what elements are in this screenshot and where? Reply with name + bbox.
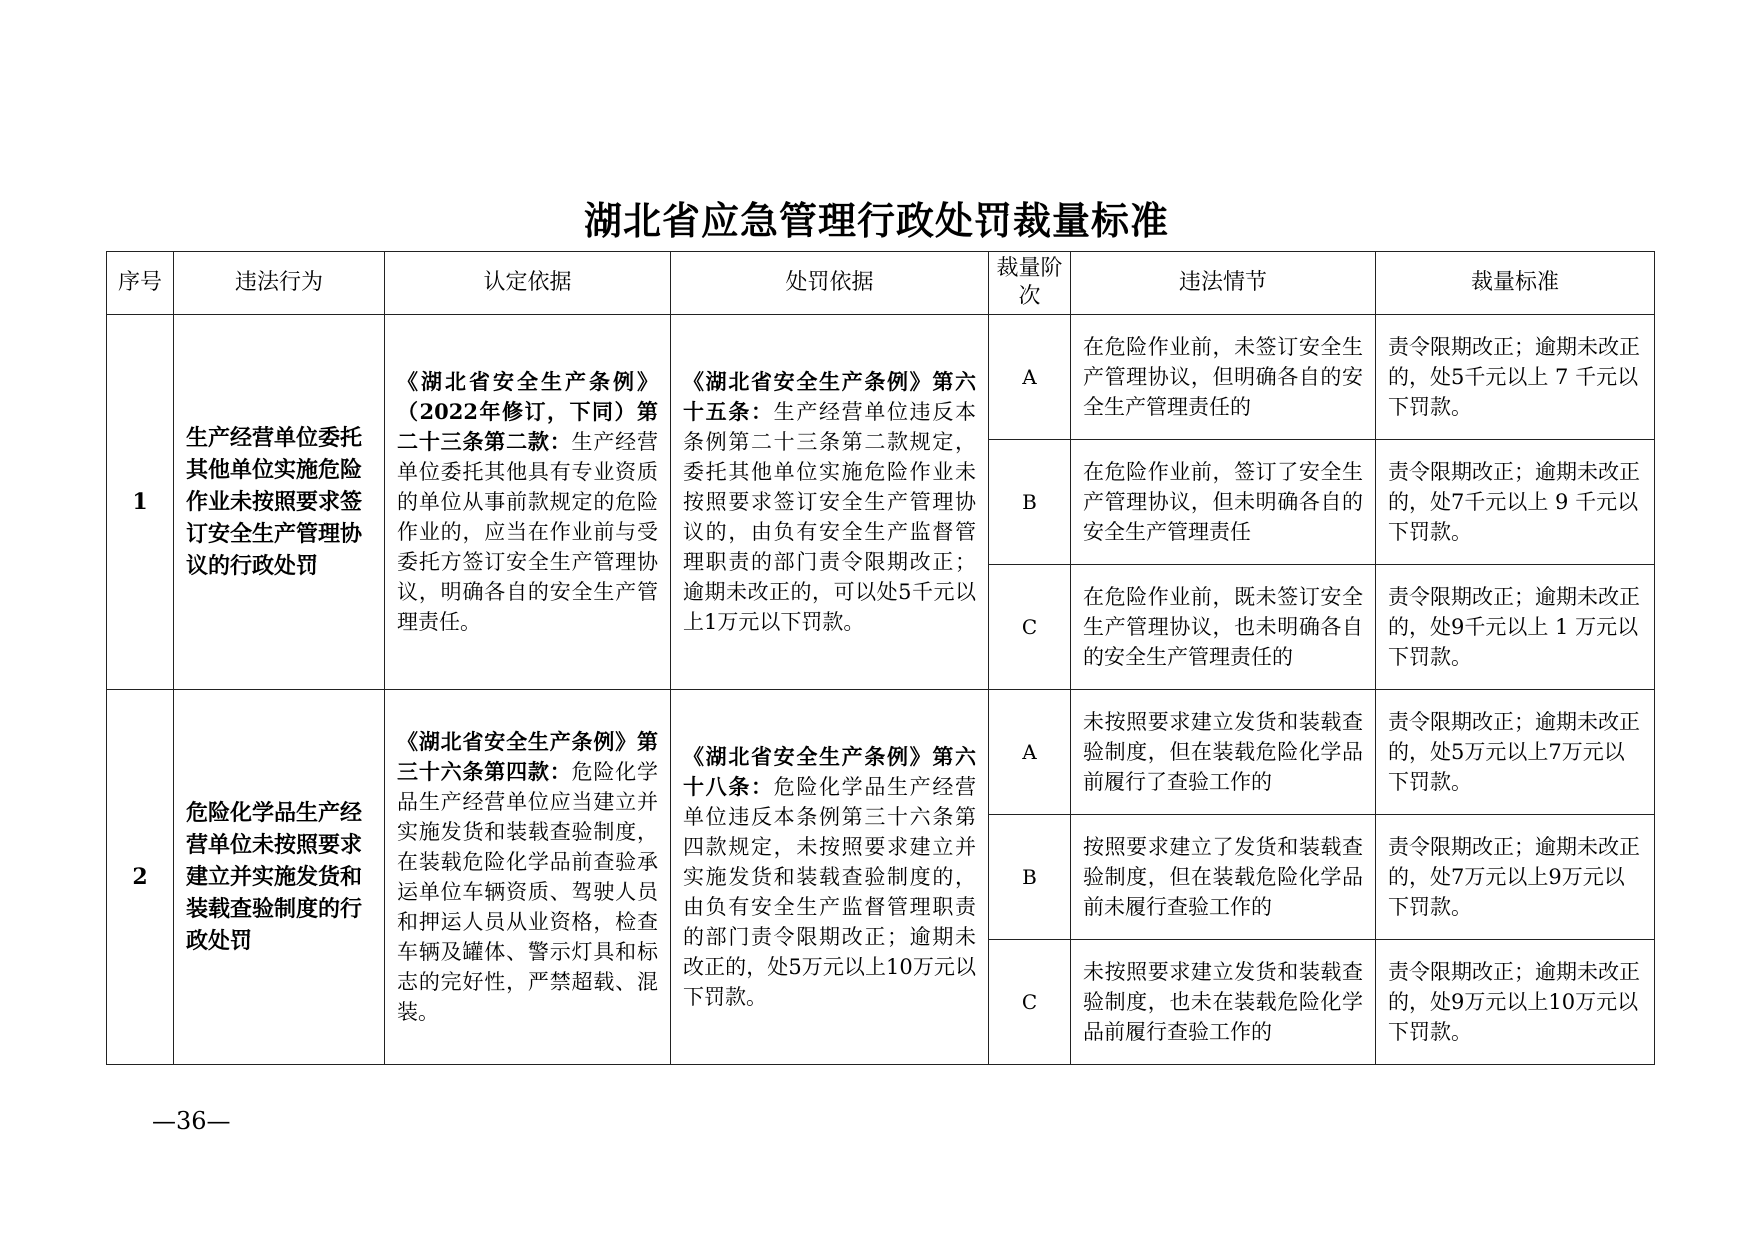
level-cell: B: [989, 440, 1071, 565]
table-row: [107, 315, 1655, 440]
standard-cell: 责令限期改正；逾期未改正的，处9千元以上 1 万元以下罚款。: [1376, 565, 1655, 690]
plot-cell: 未按照要求建立发货和装载查验制度，但在装载危险化学品前履行了查验工作的: [1071, 690, 1376, 815]
level-cell: C: [989, 565, 1071, 690]
penalty-text: 危险化学品生产经营单位违反本条例第三十六条第四款规定，未按照要求建立并实施发货和装载查验制度的，由负有安全生产监督管理职责的部门责令限期改正；逾期未改正的，处5万元以上10万元以下罚款。: [683, 775, 977, 1009]
basis-bold: 《湖北省安全生产条例》第三十六条第四款：: [397, 729, 658, 784]
basis-text: 生产经营单位委托其他具有专业资质的单位从事前款规定的危险作业的，应当在作业前与受委托方签订安全生产管理协议，明确各自的安全生产管理责任。: [397, 430, 659, 634]
plot-cell: 在危险作业前，未签订安全生产管理协议，但明确各自的安全生产管理责任的: [1071, 315, 1376, 440]
penalty-text: 生产经营单位违反本条例第二十三条第二款规定，委托其他单位实施危险作业未按照要求签订安全生产管理协议的，由负有安全生产监督管理职责的部门责令限期改正；逾期未改正的，可以处5千元以上1万元以下罚款。: [683, 400, 977, 634]
penalty-bold: 《湖北省安全生产条例》第六十八条：: [683, 744, 976, 799]
row-act: 危险化学品生产经营单位未按照要求建立并实施发货和装载查验制度的行政处罚: [174, 690, 385, 1065]
standard-cell: 责令限期改正；逾期未改正的，处5千元以上 7 千元以下罚款。: [1376, 315, 1655, 440]
penalty-standard-table: [106, 251, 1655, 1065]
plot-cell: 按照要求建立了发货和装载查验制度，但在装载危险化学品前未履行查验工作的: [1071, 815, 1376, 940]
row-basis: [385, 315, 671, 690]
penalty-bold: 《湖北省安全生产条例》第六十五条：: [683, 369, 976, 424]
row-penalty: [671, 315, 989, 690]
plot-cell: 在危险作业前，签订了安全生产管理协议，但未明确各自的安全生产管理责任: [1071, 440, 1376, 565]
level-cell: A: [989, 315, 1071, 440]
plot-cell: 未按照要求建立发货和装载查验制度，也未在装载危险化学品前履行查验工作的: [1071, 940, 1376, 1065]
page-title: 湖北省应急管理行政处罚裁量标准: [583, 198, 1169, 243]
level-cell: B: [989, 815, 1071, 940]
level-cell: A: [989, 690, 1071, 815]
row-penalty: [671, 690, 989, 1065]
row-seq: 1: [107, 315, 174, 690]
level-cell: C: [989, 940, 1071, 1065]
standard-cell: 责令限期改正；逾期未改正的，处7千元以上 9 千元以下罚款。: [1376, 440, 1655, 565]
row-basis: [385, 690, 671, 1065]
row-seq: 2: [107, 690, 174, 1065]
row-act: 生产经营单位委托其他单位实施危险作业未按照要求签订安全生产管理协议的行政处罚: [174, 315, 385, 690]
header-standard: 裁量标准: [1376, 252, 1655, 315]
header-penalty: 处罚依据: [671, 252, 989, 315]
table-header-row: [107, 252, 1655, 315]
header-plot: 违法情节: [1071, 252, 1376, 315]
plot-cell: 在危险作业前，既未签订安全生产管理协议，也未明确各自的安全生产管理责任的: [1071, 565, 1376, 690]
table-row: [107, 690, 1655, 815]
page-number: —36—: [152, 1107, 231, 1135]
basis-text: 危险化学品生产经营单位应当建立并实施发货和装载查验制度，在装载危险化学品前查验承运单位车辆资质、驾驶人员和押运人员从业资格，检查车辆及罐体、警示灯具和标志的完好性，严禁超载、混装。: [397, 760, 659, 1024]
standard-cell: 责令限期改正；逾期未改正的，处9万元以上10万元以下罚款。: [1376, 940, 1655, 1065]
header-basis: 认定依据: [385, 252, 671, 315]
header-seq: 序号: [107, 252, 174, 315]
standard-cell: 责令限期改正；逾期未改正的，处7万元以上9万元以下罚款。: [1376, 815, 1655, 940]
header-level: 裁量阶次: [989, 252, 1071, 315]
basis-bold: 《湖北省安全生产条例》（2022年修订，下同）第二十三条第二款：: [397, 369, 658, 454]
header-act: 违法行为: [174, 252, 385, 315]
standard-cell: 责令限期改正；逾期未改正的，处5万元以上7万元以下罚款。: [1376, 690, 1655, 815]
